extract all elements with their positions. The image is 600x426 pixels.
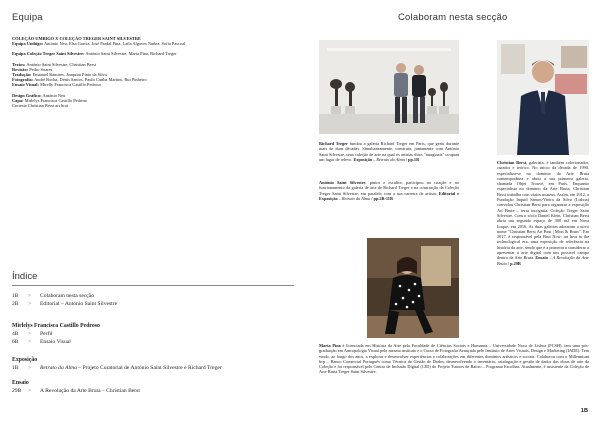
index-arrow: > [28, 301, 32, 307]
marta-bio: é licenciada em História da Arte pela Faculdade de Ciências Sociais e Humanas – Universidade Nova de Lisboa (FCSH), tem uma pós-graduação em Antropologia Visual pelo mesmo instituto e o Curso de Fotografia Avançada pelo Instituto de Artes Visuais, Design e Marketing (IADE). Tem vindo, ao longo dos anos, a explorar e desenvolver experiências e colaborações em diferentes domínios artísticos e sociais. Colaborou com o Millennium bcp – Banco Comercial Português como Técnica de Gestão de Dados, desenvolvendo o inventário, catalogação e gestão de dados das obras de arte da Coleção e foi responsável pelo Centro de Inclusão Digital (CID) do Projeto Tutores de Bairro – Programa Escolhas. Atualmente, é assistente da Coleção de Arte Bruta Treger Saint Silvestre. [319, 343, 589, 375]
visual-essay-label: Ensaio Visual: [12, 82, 39, 88]
index-entry-text: A Revolução da Arte Bruta – Christian Berst [40, 388, 140, 394]
exhibition-title: COLEÇÃO UMBIGO X COLEÇÃO TREGER SAINT SILVESTRE [12, 36, 141, 41]
antonio-ref-title: Retrato da Alma [341, 195, 371, 201]
marta-pina-caption [319, 343, 589, 375]
index-page-number: 29B [12, 388, 22, 394]
antonio-saint-silvestre-caption: António Saint Silvestre, pintor e escultor, participou na criação e no funcionamento da galeria de arte de Richard Treger e na construção da Coleção Treger Saint Silvestre, em paralelo com a sua carreira de artista. Editorial e Exposição – Retrato da Alma / pp.2B-11B [319, 180, 459, 201]
marta-name: Marta Pina [319, 343, 341, 348]
index-row[interactable] [12, 330, 302, 338]
richard-treger-name: Richard Treger [319, 141, 348, 146]
design-names: António Neu [42, 92, 66, 98]
visual-essay-names: Mirelly Francisca Castillo Pedroso [40, 82, 102, 88]
index-page-number: 1B [12, 365, 19, 371]
index-section-title: Mirlelys Francisca Castillo Pedroso [12, 323, 100, 329]
antonio-ref-label: Editorial e Exposição [319, 190, 459, 201]
index-entry-text: Ensaio Visual [40, 339, 71, 345]
christian-bio: , galerista, é também colecionador, curador e teórico. No início da década de 1990, especializa-se no domínio da Arte Bruta contemporânea e abriu a sua primeira galeria, chamada Objet Trouvé, em Paris. Enquanto especialista no domínio da Arte Bruta, Christian Berst trabalha com vários museus. Assim, em 2012, a Fundação Inquid Samos-Vieira da Silva (Lisboa) convidou Christian Berst para organizar a exposição Art Brute – terra incógnita, Coleção Treger Saint Silvestre. Com o sócio Daniel Klein, Christian Berst abriu um segundo espaço de 300 m2 em Nova Iorque, em 2016. As duas galerias adotaram o novo nome "Christian Berst Art Brut | Mots & Bruts". Em 2017, é responsável pela Brut Now: art brut in the technological era, uma exposição de referência na história da arte, sendo que é a primeira a considerar a apresentar a arte digital com um possível campo dentro da Arte Bruta. [497, 160, 590, 261]
translation-names: Emanuel Ramires, Joaquim Pinto da Silva [32, 72, 107, 78]
christian-ref-label: Ensaio [535, 255, 548, 261]
index-section-essay [12, 375, 302, 395]
index-section-intro [12, 292, 302, 308]
index-section-artist [12, 318, 302, 346]
christian-berst-caption: Christian Berst, galerista, é também colecionador, curador e teórico. No início da década de 1990, especializa-se no domínio da Arte Bruta contemporânea e abriu a sua primeira galeria, chamada Objet Trouvé, em Paris. Enquanto especialista no domínio da Arte Bruta, Christian Berst trabalha com vários museus. Assim, em 2012, a Fundação Inquid Samos-Vieira da Silva (Lisboa) convidou Christian Berst para organizar a exposição Art Brute – terra incógnita, Coleção Treger Saint Silvestre. Com o sócio Daniel Klein, Christian Berst abriu um segundo espaço de 300 m2 em Nova Iorque, em 2016. As duas galerias adotaram o novo nome "Christian Berst Art Brut | Mots & Bruts". Em 2017, é responsável pela Brut Now: art brut in the technological era, uma exposição de referência na história da arte, sendo que é a primeira a considerar a apresentar a arte digital com um possível campo dentro da Arte Bruta. Ensaio – A Revolução da Arte Bruta / p.29B [497, 160, 590, 266]
marta-pina-photo [367, 238, 459, 338]
courtesy-line: Cortesia Christian Berst art brut [12, 103, 69, 109]
index-entry-text: Colaboram nesta secção [40, 293, 95, 299]
index-row[interactable] [12, 338, 302, 346]
equipa-heading: Equipa [12, 12, 43, 23]
index-entry-text: Perfil [40, 331, 53, 337]
index-page-number: 2B [12, 301, 19, 307]
photo-label: Fotografia: [12, 77, 34, 83]
richard-ref-page: / pp.1B [405, 156, 419, 162]
index-row[interactable] [12, 292, 302, 300]
index-row[interactable] [12, 300, 302, 308]
antonio-name: António Saint Silvestre [319, 180, 366, 185]
index-arrow: > [28, 339, 32, 345]
credits-block [12, 36, 192, 113]
cover-names: Mirlelys Francisca Castillo Pedroso [24, 97, 88, 103]
richard-ref-title: Retrato da Alma [376, 156, 405, 162]
page-number: 1B [580, 408, 588, 414]
design-label: Design Gráfico: [12, 92, 42, 98]
index-section-title: Exposição [12, 357, 38, 363]
texts-label: Textos: [12, 61, 26, 67]
team-collection-label: Equipa Coleção Treger Saint Silvestre: [12, 51, 85, 57]
richard-ref-label: Exposição [353, 156, 373, 162]
index-page-number: 4B [12, 331, 19, 337]
cover-label: Capa: [12, 97, 24, 103]
index-section-title: Ensaio [12, 380, 29, 386]
team-collection-names: António Saint Silvestre, Marta Pina, Richard Treger [85, 51, 177, 57]
texts-names: António Saint Silvestre, Christian Berst [26, 61, 96, 67]
richard-treger-caption: Richard Treger fundou a galeria Richard Treger em Paris, que geriu durante mais de duas décadas. Simultaneamente, construiu, juntamente com António Saint Silvestre, uma coleção de arte na qual os artistas ditos "marginais" ocupam um lugar de relevo. Exposição – Retrato da Alma / pp.1B [319, 141, 459, 162]
index-arrow: > [28, 365, 32, 371]
gallery-photo [319, 40, 459, 134]
contributors-heading: Colaboram nesta secção [398, 12, 508, 23]
index-arrow: > [28, 331, 32, 337]
index-entry-italic: Retrato da Alma [40, 365, 77, 371]
index-section-exhibition [12, 352, 302, 372]
index-entry-text: – Projeto Curatorial de António Saint Silvestre e Richard Treger [76, 365, 222, 371]
antonio-ref-page: / pp.2B-11B [371, 195, 393, 201]
antonio-bio: , pintor e escultor, participou na criação e no funcionamento da galeria de arte de Richard Treger e na construção da Coleção Treger Saint Silvestre, em paralelo com a sua carreira de artista. [319, 180, 459, 196]
photo-names: André Rocha, Denis Santos, Paulo Cunha Martins, Rui Pinheiro [34, 77, 147, 83]
team-umbigo-names: António Neu, Elsa Garcia, José Pardal Pina, Laila Algaves Nuñez, Sofia Pascoal [43, 41, 186, 47]
team-umbigo-label: Equipa Umbigo: [12, 41, 44, 47]
review-names: Pedro Soares [29, 66, 53, 72]
christian-name: Christian Berst [497, 160, 527, 165]
index-arrow: > [28, 293, 32, 299]
christian-berst-photo [497, 40, 589, 155]
index-page-number: 1B [12, 293, 19, 299]
richard-treger-bio: fundou a galeria Richard Treger em Paris, que geriu durante mais de duas décadas. Simultaneamente, construiu, juntamente com António Saint Silvestre, uma coleção de arte na qual os artistas ditos "marginais" ocupam um lugar de relevo. [319, 141, 459, 162]
index-heading: Índice [12, 271, 38, 282]
review-label: Revisão: [12, 66, 29, 72]
index-row[interactable] [12, 387, 302, 395]
christian-ref-page: / p.29B [507, 260, 521, 266]
translation-label: Tradução: [12, 72, 32, 78]
index-arrow: > [28, 388, 32, 394]
index-divider [12, 285, 294, 286]
index-page-number: 6B [12, 339, 19, 345]
index-row[interactable] [12, 364, 302, 372]
index-entry-text: Editorial – António Saint Silvestre [40, 301, 118, 307]
christian-ref-title: A Revolução da Arte Bruta [497, 255, 589, 266]
